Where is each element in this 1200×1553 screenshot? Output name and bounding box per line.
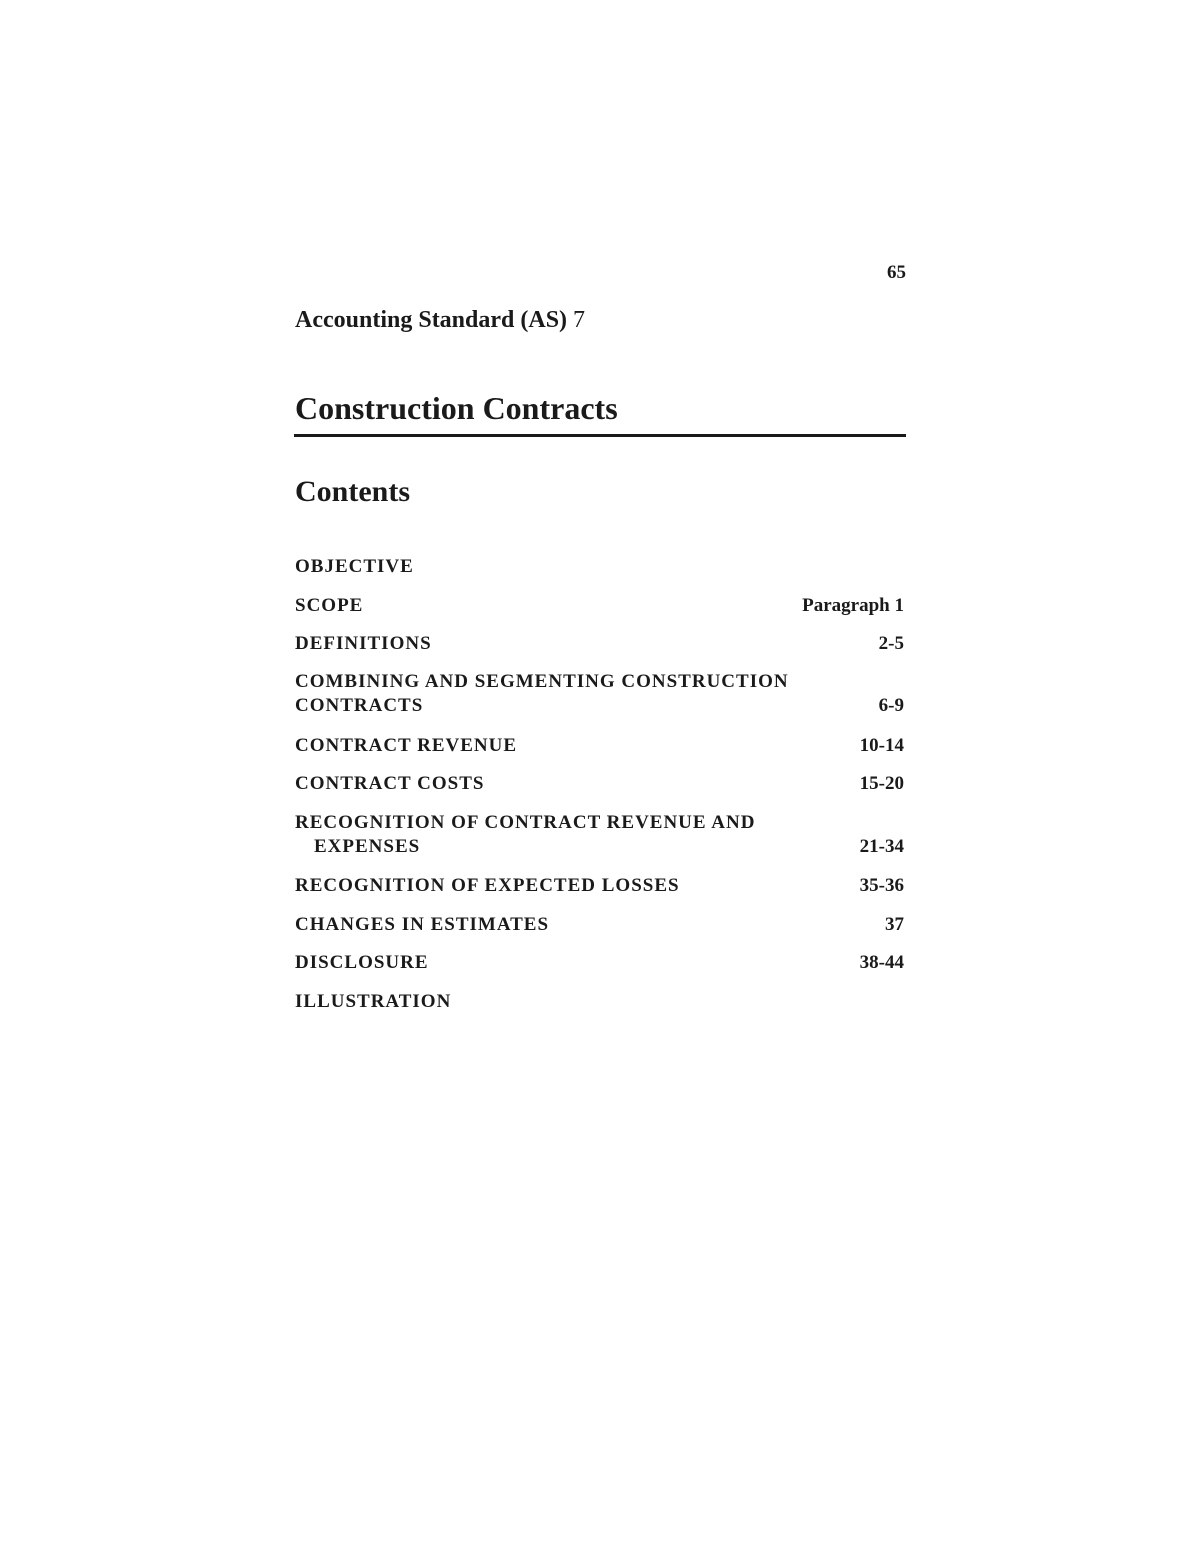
toc-entry-ref: 10-14 [859,735,904,756]
toc-entry-expected-losses [295,874,904,898]
toc-entry-definitions [295,632,904,656]
title-divider [294,434,906,437]
toc-entry-illustration [295,990,904,1014]
toc-entry-ref: 37 [885,914,904,935]
toc-entry-label: ILLUSTRATION [295,991,452,1012]
page-number: 65 [887,262,906,283]
toc-entry-scope [295,594,904,618]
toc-entry-contract-costs [295,772,904,796]
toc-entry-label-continued: CONTRACTS [295,695,424,716]
toc-entry-disclosure [295,951,904,975]
toc-entry-changes-in-estimates [295,913,904,937]
toc-entry-contract-revenue [295,734,904,758]
toc-entry-label: RECOGNITION OF CONTRACT REVENUE AND [295,812,756,833]
toc-entry-ref: 21-34 [859,836,904,857]
toc-entry-label: DISCLOSURE [295,952,429,973]
toc-entry-objective [295,555,904,579]
toc-entry-ref: Paragraph 1 [802,595,904,616]
toc-entry-label: OBJECTIVE [295,556,414,577]
contents-heading: Contents [295,475,411,508]
toc-entry-label: COMBINING AND SEGMENTING CONSTRUCTION [295,671,789,692]
toc-entry-recognition-revenue-expenses [295,811,904,859]
toc-entry-label: CONTRACT COSTS [295,773,485,794]
toc-entry-ref: 38-44 [859,952,904,973]
toc-entry-label-continued: EXPENSES [314,836,421,857]
standard-label [295,306,585,334]
toc-entry-label: CHANGES IN ESTIMATES [295,914,550,935]
toc-entry-combining-segmenting [295,670,904,718]
toc-entry-ref: 15-20 [859,773,904,794]
toc-entry-ref: 2-5 [878,633,904,654]
toc-entry-ref: 35-36 [859,875,904,896]
document-title: Construction Contracts [295,390,618,426]
toc-entry-label: CONTRACT REVENUE [295,735,518,756]
toc-entry-label: DEFINITIONS [295,633,432,654]
standard-label-text: Accounting Standard (AS) [295,307,568,333]
standard-number: 7 [573,307,586,333]
toc-entry-ref: 6-9 [878,695,904,716]
toc-entry-label: SCOPE [295,595,364,616]
toc-entry-label: RECOGNITION OF EXPECTED LOSSES [295,875,680,896]
